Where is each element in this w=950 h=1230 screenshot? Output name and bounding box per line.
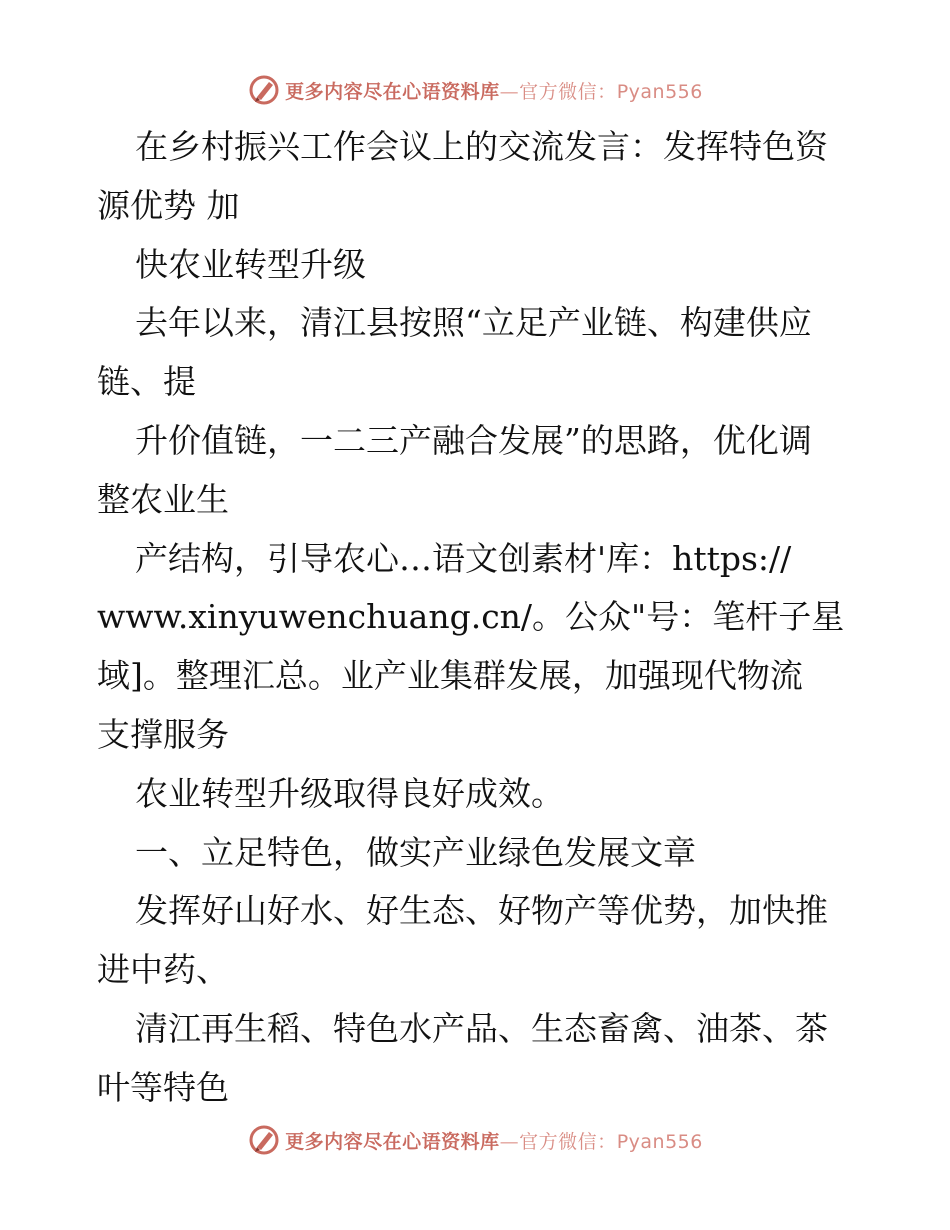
text-line: 源优势 加 [97,185,240,225]
text-line: www.xinyuwenchuang.cn/。公众"号：笔杆子星 [97,597,845,637]
text-line: 快农业转型升级 [135,244,366,284]
header-watermark [0,70,950,110]
text-line: 叶等特色 [97,1067,229,1107]
text-line: 整农业生 [97,479,229,519]
watermark-text [285,77,703,104]
text-line: 去年以来，清江县按照“立足产业链、构建供应 [135,303,812,343]
footer-watermark [0,1120,950,1160]
watermark-separator: — [499,1130,520,1153]
text-line: 产结构，引导农心…语文创素材'库：https:// [135,538,792,578]
watermark-text [285,1127,703,1154]
text-line: 域]。整理汇总。业产业集群发展，加强现代物流 [97,656,803,696]
text-line: 进中药、 [97,950,229,990]
text-line: 支撑服务 [97,714,229,754]
pen-logo-icon [247,73,281,107]
watermark-wechat-label: 官方微信： [519,1130,617,1153]
watermark-account: Pyan556 [616,80,703,103]
text-line: 发挥好山好水、好生态、好物产等优势，加快推 [135,891,828,931]
text-line: 在乡村振兴工作会议上的交流发言：发挥特色资 [135,127,828,166]
text-line: 清江再生稻、特色水产品、生态畜禽、油茶、茶 [135,1008,828,1048]
watermark-wechat-label: 官方微信： [519,80,617,103]
watermark-separator: — [499,80,520,103]
watermark-brand: 更多内容尽在心语资料库 [285,1130,500,1153]
text-line: 链、提 [97,362,196,402]
watermark-brand: 更多内容尽在心语资料库 [285,80,500,103]
text-line: 农业转型升级取得良好成效。 [135,773,564,813]
watermark-account: Pyan556 [616,1130,703,1153]
document-body [97,118,857,1118]
text-line: 一、立足特色，做实产业绿色发展文章 [135,832,696,872]
text-line: 升价值链，一二三产融合发展”的思路，优化调 [135,420,812,460]
pen-logo-icon [247,1123,281,1157]
